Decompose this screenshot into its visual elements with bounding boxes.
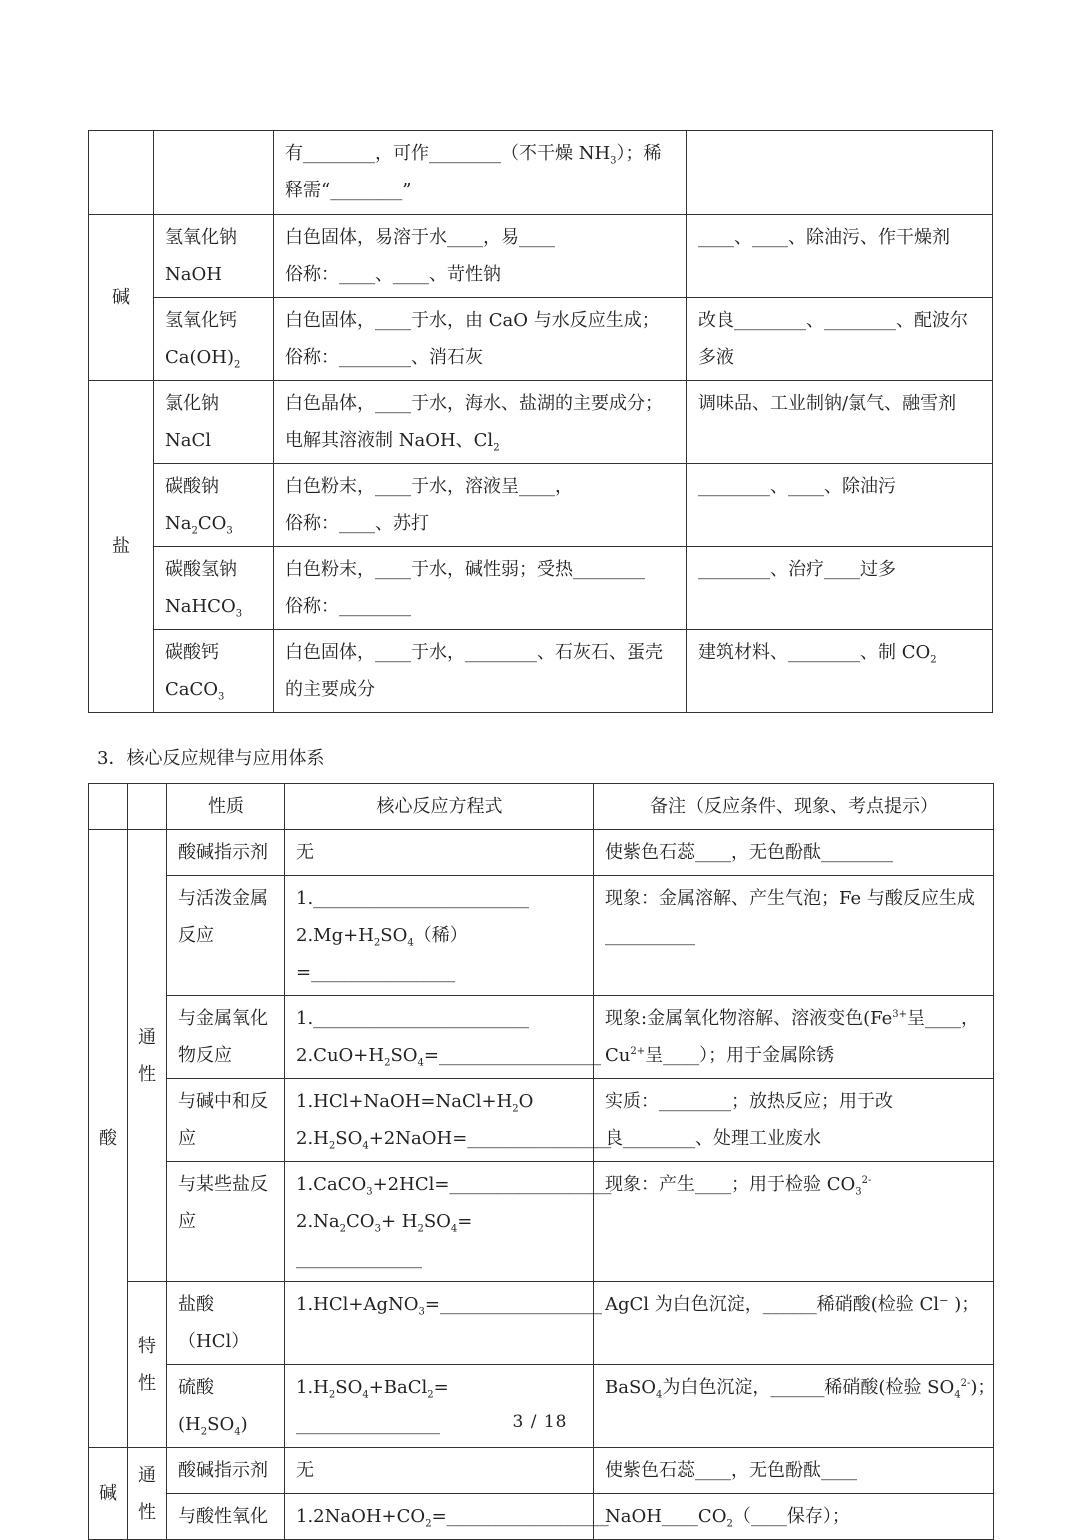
use-cell: ________、治疗____过多 [687, 547, 993, 630]
note-cell: 实质：________；放热反应；用于改 良________、处理工业废水 [594, 1079, 994, 1162]
note-cell: 现象：金属溶解、产生气泡；Fe 与酸反应生成 __________ [594, 876, 994, 996]
properties-cell: 白色固体，易溶于水____，易____ 俗称：____、____、苛性钠 [274, 215, 687, 298]
substance-cell: 氢氧化钠 NaOH [154, 215, 274, 298]
property-cell: 与活泼金属 反应 [167, 876, 285, 996]
table-row [89, 996, 994, 1079]
property-cell: 酸碱指示剂 [167, 830, 285, 876]
property-cell: 与酸性氧化 [167, 1494, 285, 1540]
properties-cell: 白色粉末，____于水，溶液呈____， 俗称：____、苏打 [274, 464, 687, 547]
table-row [89, 381, 993, 464]
category-label: 酸 [89, 830, 128, 1448]
note-cell: BaSO$_4$为白色沉淀，______稀硝酸(检验 $SO_4^{2-}$)； [594, 1365, 994, 1448]
table-row [89, 876, 994, 996]
equation-cell: 1.________________________ $2.Mg+H_2SO_4$（稀）=________________ [285, 876, 594, 996]
properties-cell: 白色固体，____于水，________、石灰石、蛋壳 的主要成分 [274, 630, 687, 713]
substance-cell: 氯化钠 NaCl [154, 381, 274, 464]
header-cell: 性质 [167, 784, 285, 830]
equation-cell: $1.2NaOH+CO_2=\_\_\_\_\_\_\_\_\_\_\_\_\_\_\_\_\_\_$ [285, 1494, 594, 1540]
equation-cell: 无 [285, 830, 594, 876]
property-cell: 与碱中和反 应 [167, 1079, 285, 1162]
table-row [89, 131, 993, 215]
use-cell: 建筑材料、________、制 $CO_2$ [687, 630, 993, 713]
table-row [89, 830, 994, 876]
category-label: 碱 [89, 215, 154, 381]
property-cell: 与某些盐反 应 [167, 1162, 285, 1282]
category-cell [89, 131, 154, 215]
subcategory-label: 通 性 [128, 1448, 167, 1540]
use-cell [687, 131, 993, 215]
section-heading: 3．核心反应规律与应用体系 [97, 748, 325, 769]
table-row [89, 215, 993, 298]
properties-table [88, 130, 993, 713]
table-row [89, 298, 993, 381]
table-row [89, 1448, 994, 1494]
category-label: 盐 [89, 381, 154, 713]
table-row [89, 1079, 994, 1162]
properties-cell: 白色固体，____于水，由 CaO 与水反应生成； 俗称：________、消石灰 [274, 298, 687, 381]
header-cell [89, 784, 128, 830]
header-cell: 备注（反应条件、现象、考点提示） [594, 784, 994, 830]
header-cell [128, 784, 167, 830]
note-cell: 使紫色石蕊____，无色酚酞________ [594, 830, 994, 876]
use-cell: 调味品、工业制钠/氯气、融雪剂 [687, 381, 993, 464]
equation-cell: 1.________________________ $2.CuO+H_2SO_4=\_\_\_\_\_\_\_\_\_\_\_\_\_\_\_\_\_\_$ [285, 996, 594, 1079]
equation-cell: 1.CaCO$_3$+2HCl=__________________ $2.Na_2CO_3+ H_2SO_4=$ ______________ [285, 1162, 594, 1282]
substance-cell [154, 131, 274, 215]
property-cell: 盐酸（HCl） [167, 1282, 285, 1365]
table-row [89, 1494, 994, 1540]
properties-cell: 白色粉末，____于水，碱性弱；受热________ 俗称：________ [274, 547, 687, 630]
header-row [89, 784, 994, 830]
use-cell: ____、____、除油污、作干燥剂 [687, 215, 993, 298]
properties-cell: 有________，可作________（不干燥 $NH_3$）；稀 释需“________” [274, 131, 687, 215]
substance-cell: 氢氧化钙 $Ca(OH)_2$ [154, 298, 274, 381]
header-cell: 核心反应方程式 [285, 784, 594, 830]
property-cell: 硫酸$(H_2SO_4)$ [167, 1365, 285, 1448]
substance-cell: 碳酸钠 $Na_2CO_3$ [154, 464, 274, 547]
note-cell: 现象:金属氧化物溶解、溶液变色($Fe^{3+}$呈____， $Cu^{2+}$呈____）；用于金属除锈 [594, 996, 994, 1079]
equation-cell: $1.H_2SO_4+BaCl_2=$ ________________ [285, 1365, 594, 1448]
category-label: 碱 [89, 1448, 128, 1540]
table-row [89, 547, 993, 630]
table-row [89, 1282, 994, 1365]
table-row [89, 464, 993, 547]
properties-cell: 白色晶体，____于水，海水、盐湖的主要成分； 电解其溶液制 NaOH、$Cl_2$ [274, 381, 687, 464]
equation-cell: 无 [285, 1448, 594, 1494]
note-cell: 使紫色石蕊____，无色酚酞____ [594, 1448, 994, 1494]
substance-cell: 碳酸氢钠 NaHCO$_3$ [154, 547, 274, 630]
substance-cell: 碳酸钙 CaCO$_3$ [154, 630, 274, 713]
table-row [89, 1365, 994, 1448]
note-cell: $NaOH\_\_\_\_CO_2(\_\_\_\_$保存）； [594, 1494, 994, 1540]
equation-cell: 1.HCl+AgNO$_3$=__________________ [285, 1282, 594, 1365]
table-row [89, 1162, 994, 1282]
page-number: 3 / 18 [512, 1412, 568, 1432]
property-cell: 酸碱指示剂 [167, 1448, 285, 1494]
subcategory-label: 特 性 [128, 1282, 167, 1448]
property-cell: 与金属氧化 物反应 [167, 996, 285, 1079]
table-row [89, 630, 993, 713]
subcategory-label: 通 性 [128, 830, 167, 1282]
note-cell: 现象：产生____；用于检验 $CO_3^{2-}$ [594, 1162, 994, 1282]
use-cell: 改良________、________、配波尔多液 [687, 298, 993, 381]
use-cell: ________、____、除油污 [687, 464, 993, 547]
equation-cell: $1.HCl+NaOH=NaCl+H_2O$ $2.H_2SO_4+2NaOH=\_\_\_\_\_\_\_\_\_\_\_\_\_\_\_\_$ [285, 1079, 594, 1162]
note-cell: AgCl 为白色沉淀，______稀硝酸(检验 Cl⁻ )； [594, 1282, 994, 1365]
